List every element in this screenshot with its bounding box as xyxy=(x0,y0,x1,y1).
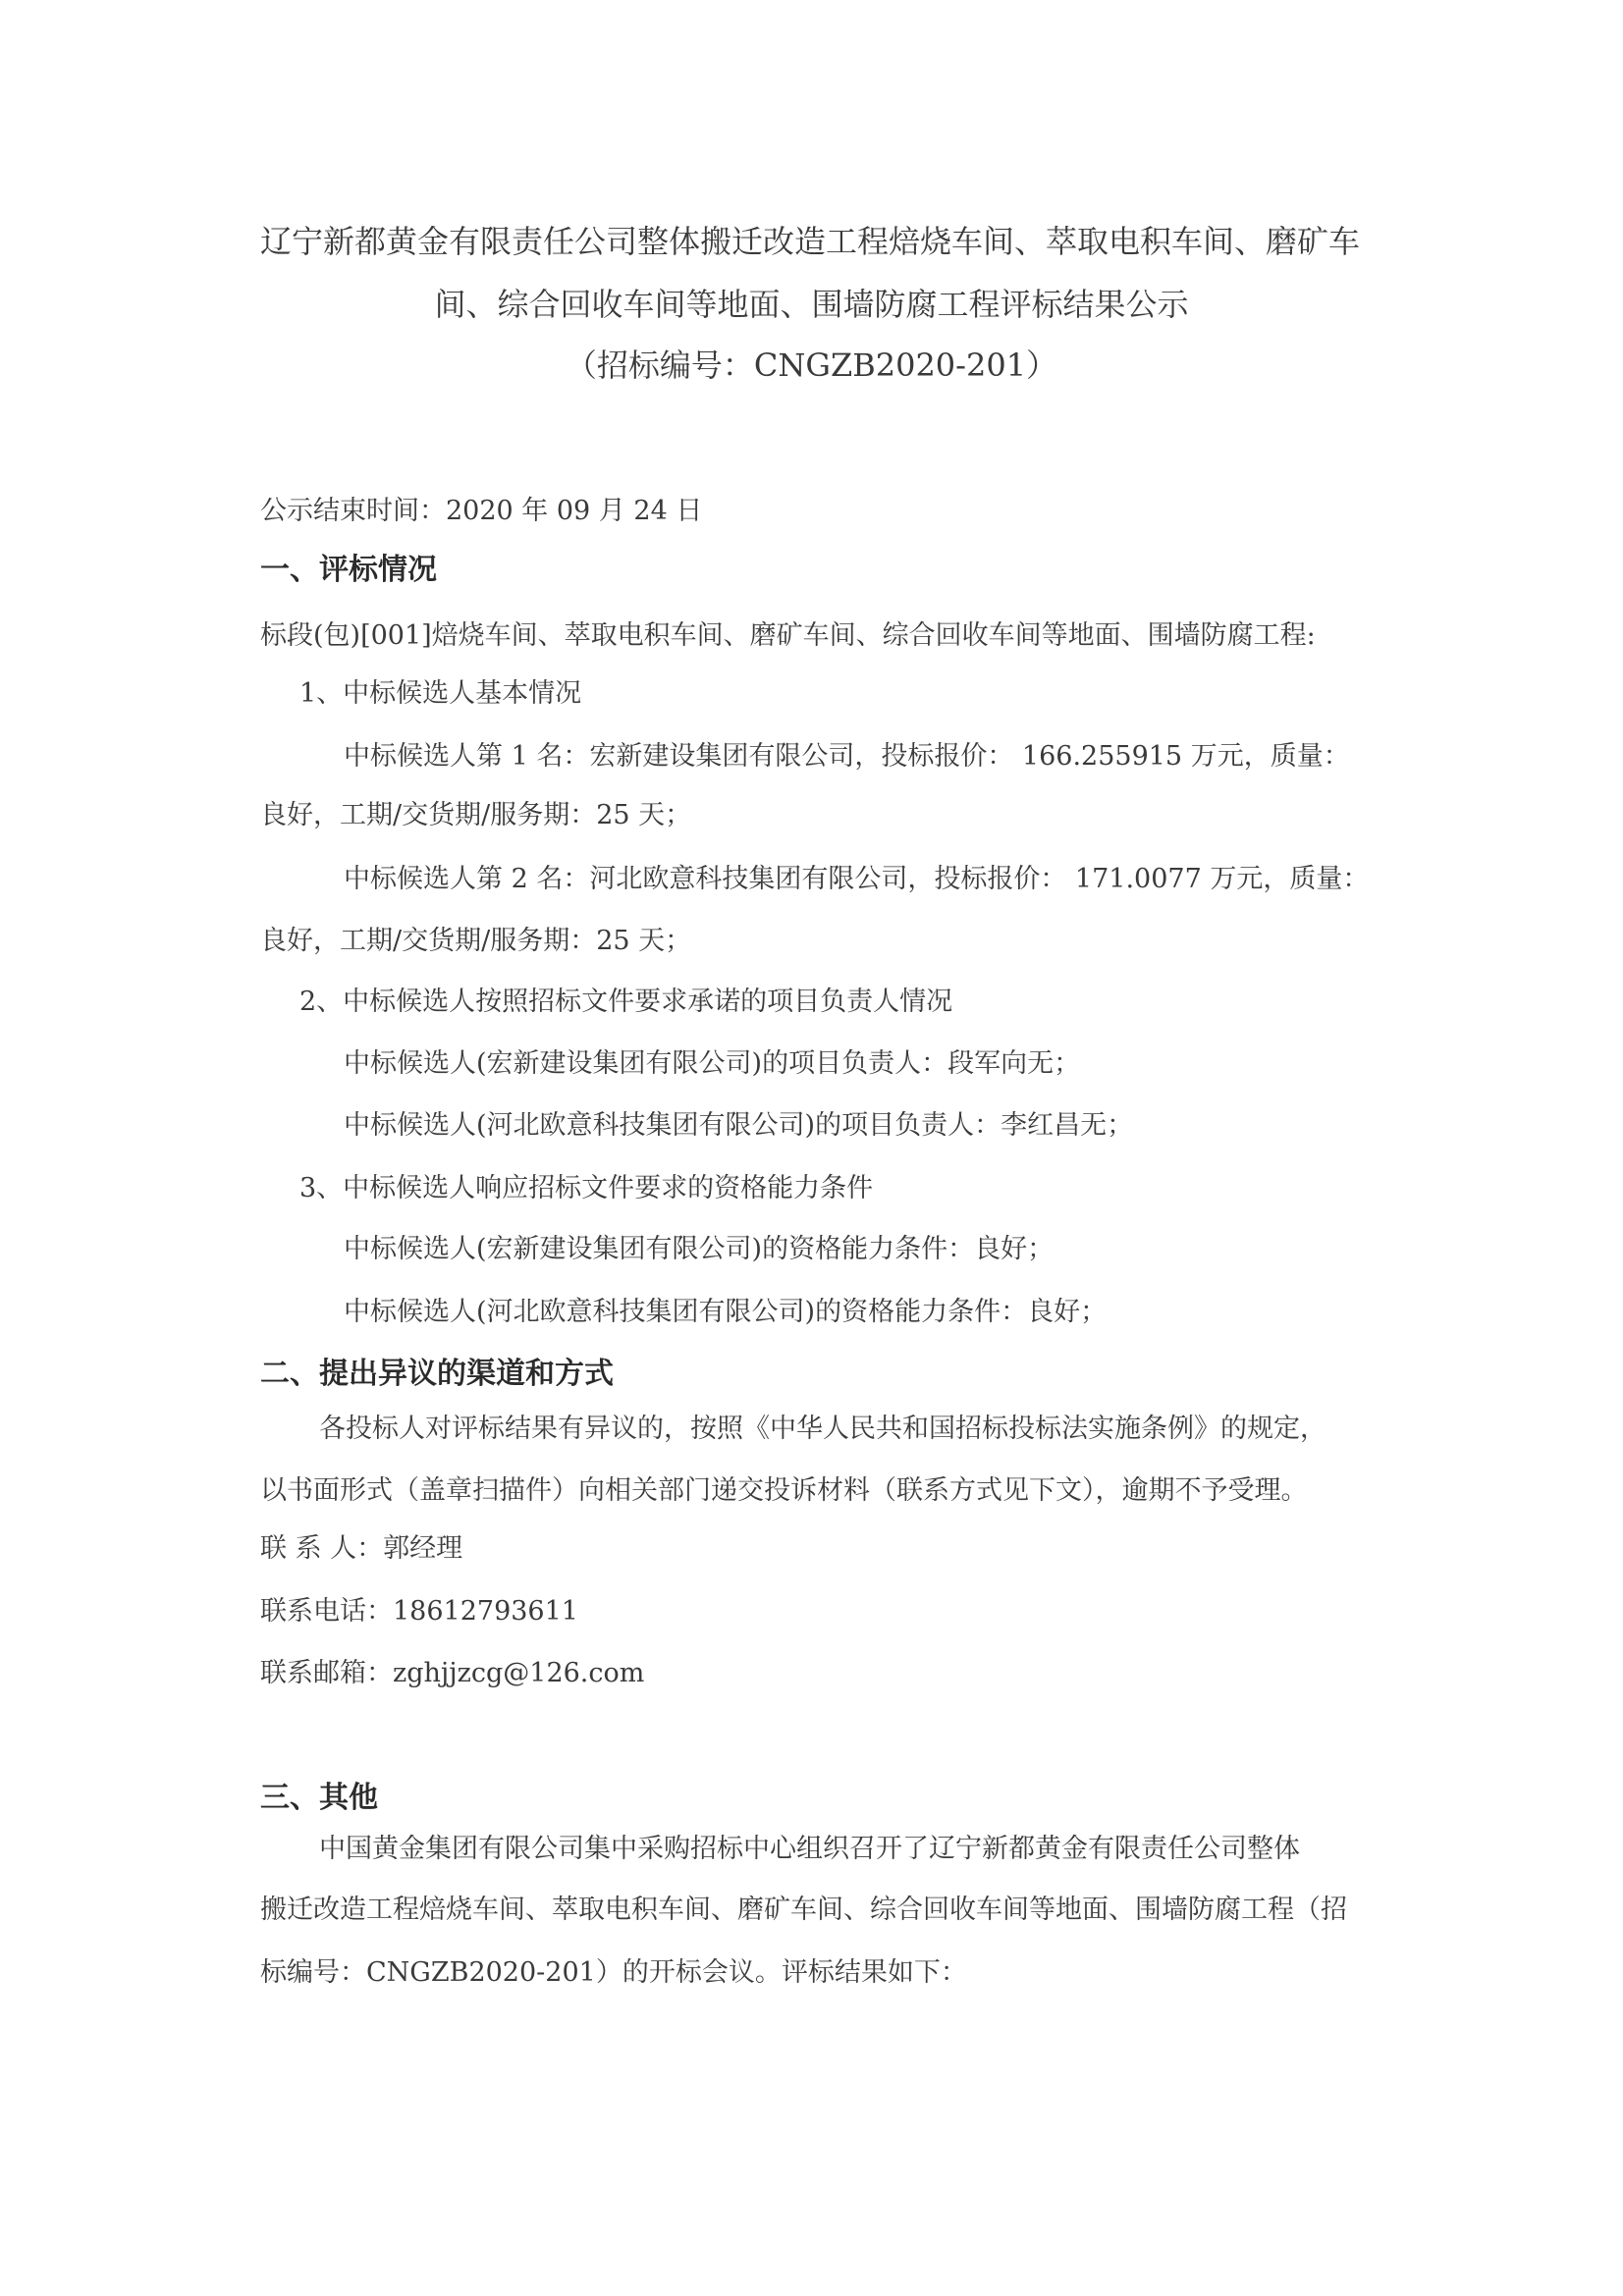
qualification-2: 中标候选人(河北欧意科技集团有限公司)的资格能力条件：良好； xyxy=(344,1297,1108,1327)
title-line-1: 辽宁新都黄金有限责任公司整体搬迁改造工程焙烧车间、萃取电积车间、磨矿车 xyxy=(260,223,1361,260)
other-text-2: 搬迁改造工程焙烧车间、萃取电积车间、磨矿车间、综合回收车间等地面、围墙防腐工程（招 xyxy=(260,1895,1347,1925)
candidate-2: 中标候选人第 2 名：河北欧意科技集团有限公司，投标报价： 171.0077 万元，质量： xyxy=(344,864,1370,894)
tender-number: （招标编号：CNGZB2020-201） xyxy=(565,347,1058,384)
lot-description: 标段(包)[001]焙烧车间、萃取电积车间、磨矿车间、综合回收车间等地面、围墙防腐工程: xyxy=(260,620,1316,651)
project-manager-2: 中标候选人(河北欧意科技集团有限公司)的项目负责人：李红昌无； xyxy=(344,1110,1134,1141)
candidate-1: 中标候选人第 1 名：宏新建设集团有限公司，投标报价： 166.255915 万元，质量： xyxy=(344,741,1350,772)
candidate-1-cont: 良好，工期/交货期/服务期：25 天； xyxy=(260,800,692,830)
subheading-2: 2、中标候选人按照招标文件要求承诺的项目负责人情况 xyxy=(299,987,953,1017)
contact-phone: 联系电话：18612793611 xyxy=(260,1596,578,1627)
qualification-1: 中标候选人(宏新建设集团有限公司)的资格能力条件：良好； xyxy=(344,1234,1055,1264)
subheading-1: 1、中标候选人基本情况 xyxy=(299,678,582,709)
candidate-2-cont: 良好，工期/交货期/服务期：25 天； xyxy=(260,926,692,956)
title-line-2: 间、综合回收车间等地面、围墙防腐工程评标结果公示 xyxy=(434,286,1189,323)
section-3-heading: 三、其他 xyxy=(260,1781,378,1815)
end-date: 公示结束时间：2020 年 09 月 24 日 xyxy=(260,496,703,526)
objection-text-1: 各投标人对评标结果有异议的，按照《中华人民共和国招标投标法实施条例》的规定， xyxy=(319,1414,1326,1444)
contact-person: 联 系 人：郭经理 xyxy=(260,1533,463,1564)
objection-text-2: 以书面形式（盖章扫描件）向相关部门递交投诉材料（联系方式见下文），逾期不予受理。 xyxy=(260,1475,1308,1506)
other-text-3: 标编号：CNGZB2020-201）的开标会议。评标结果如下： xyxy=(260,1957,967,1988)
other-text-1: 中国黄金集团有限公司集中采购招标中心组织召开了辽宁新都黄金有限责任公司整体 xyxy=(319,1834,1300,1864)
section-2-heading: 二、提出异议的渠道和方式 xyxy=(260,1357,614,1391)
project-manager-1: 中标候选人(宏新建设集团有限公司)的项目负责人：段军向无； xyxy=(344,1048,1081,1079)
contact-email: 联系邮箱：zghjjzcg@126.com xyxy=(260,1658,645,1688)
section-1-heading: 一、评标情况 xyxy=(260,553,437,587)
subheading-3: 3、中标候选人响应招标文件要求的资格能力条件 xyxy=(299,1173,874,1203)
